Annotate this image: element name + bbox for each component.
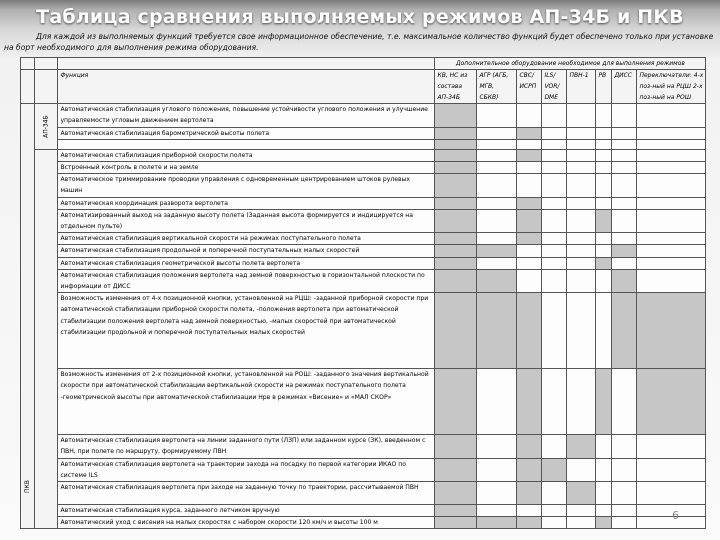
header-col-diss: ДИСС — [612, 70, 637, 104]
table-row: Автоматическая стабилизация положения вертолета над земной поверхностью в горизонтальной плоскости по информации от ДИСС — [58, 269, 435, 292]
header-col-kv: КВ, НС из состава АП-34Б — [435, 70, 477, 104]
table-row: Автоматическая стабилизация курса, заданного летчиком вручную — [58, 505, 435, 517]
table-row: Автоматическая стабилизация продольной и поперечной поступательных малых скоростей — [58, 245, 435, 257]
table-row: Автоматическая стабилизация вертолета при заходе на заданную точку по траектории, рассчитываемой ПВН — [58, 482, 435, 505]
header-col-ils: ILS/ VOR/ DME — [542, 70, 567, 104]
pkv-inner-cell — [34, 149, 58, 529]
corner-cell — [21, 58, 35, 70]
table-row: Встроенный контроль в полете и на земле — [58, 162, 435, 174]
page-title: Таблица сравнения выполняемых режимов АП-34Б и ПКВ — [36, 6, 684, 28]
table-row: Автоматическое триммирование проводки управления с одновременным центрированием штоков рулевых машин — [58, 174, 435, 197]
header-col-rv: РВ — [596, 70, 612, 104]
corner-cell — [34, 58, 58, 70]
table-row: Автоматический уход с висения на малых скоростях с набором скорости 120 км/ч и высоты 100 м — [58, 517, 435, 529]
table-row: Автоматическая стабилизация вертикальной скорости на режимах поступательного полета — [58, 233, 435, 245]
pkv-group-bar — [21, 104, 35, 529]
table-row: Автоматическая стабилизация вертолета на линии заданного пути (ЛЗП) или заданном курсе (ЗК), введенном с ПВН, при полете по маршруту, формируемому ПВН — [58, 435, 435, 458]
header-function: Функция — [58, 70, 435, 104]
ap-group-cell — [34, 104, 58, 150]
header-col-pvn: ПВН-1 — [567, 70, 596, 104]
table-row: Автоматическая стабилизация приборной скорости полета — [58, 149, 435, 161]
corner-cell — [34, 70, 58, 104]
table-row: Автоматическая стабилизация вертолета на траектории захода на посадку по первой категории ИКАО по системе ILS — [58, 458, 435, 481]
table-row: Возможность изменения от 4-х позиционной кнопки, установленной на РЦШ: -заданной приборной скорости при автоматической стабилизации приборной скорости полета, -положения вертолета при автоматической стабилизации положения вертолета над земной поверхностью, -малых скоростей при автоматической стабилизации продольной и поперечной поступательных малых скоростей — [58, 293, 435, 369]
table-row: Автоматизированный выход на заданную высоту полета (Заданная высота формируется и индицируется на отдельном пульте) — [58, 209, 435, 232]
table-row: Автоматическая стабилизация геометрической высоты полета вертолета — [58, 257, 435, 269]
ap-group-label: АП-34Б — [42, 115, 50, 138]
comparison-table — [20, 57, 706, 529]
header-col-agr: АГР (АГБ, МГВ, СБКВ) — [477, 70, 517, 104]
header-equipment-group: Дополнительное оборудование необходимое для выполнения режимов — [435, 58, 706, 70]
table-row: Автоматическая стабилизация углового положения, повышение устойчивости углового положения и улучшение управляемости угловым движением вертолета — [58, 104, 435, 127]
subtitle-note: Для каждой из выполняемых функций требуется свое информационное обеспечение, т.е. максимальное количество функций будет обеспечено только при установке на борт необходимого для выполнения режима оборудования. — [4, 32, 714, 52]
corner-cell — [21, 70, 35, 104]
header-blank — [58, 58, 435, 70]
table-row: Автоматическая координация разворота вертолета — [58, 197, 435, 209]
header-col-svs: СВС/ ИСРП — [517, 70, 542, 104]
header-col-switches: Переключатели: 4-х поз-ный на РЦШ 2-х поз-ный на РОШ — [637, 70, 706, 104]
table-row: Автоматическая стабилизация барометрической высоты полета — [58, 127, 435, 139]
pkv-group-label: ПКВ — [23, 479, 31, 493]
page-number: 6 — [672, 509, 679, 522]
table-row: Возможность изменения от 2-х позиционной кнопки, установленной на РОШ: -заданного значения вертикальной скорости при автоматической стабилизации вертикальной скорости на режимах поступательного полета -геометрической высоты при автоматической стабилизации Нрв в режимах «Висение» и «МАЛ СКОР» — [58, 369, 435, 435]
